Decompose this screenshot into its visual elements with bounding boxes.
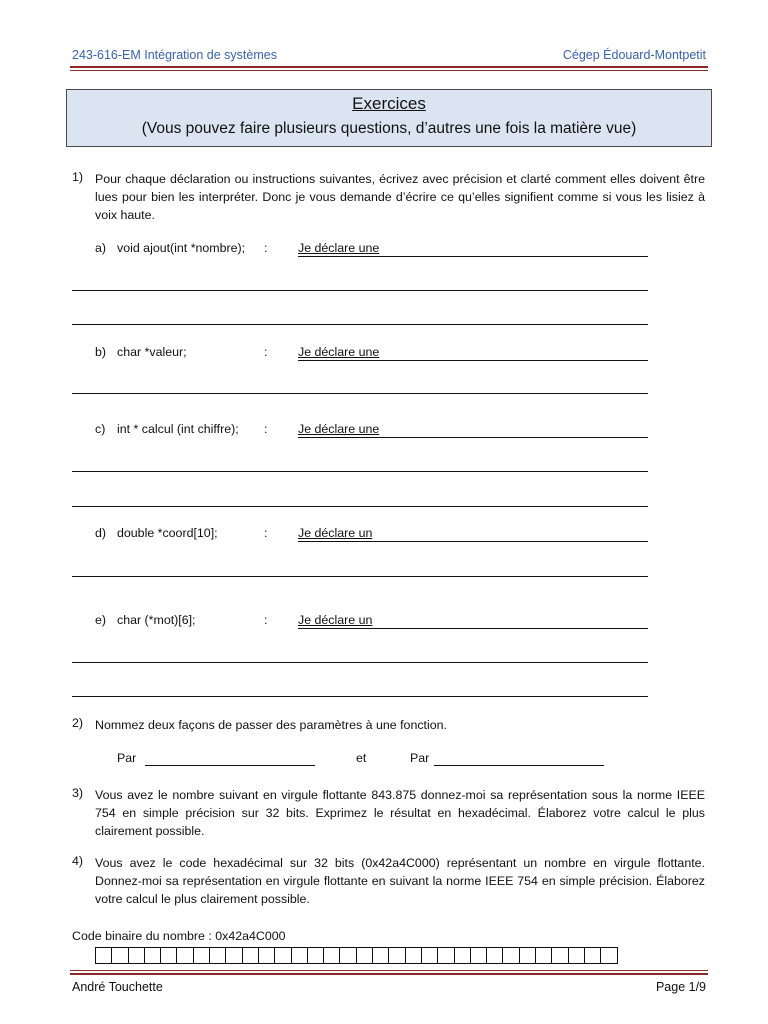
q4-text: Vous avez le code hexadécimal sur 32 bits (0x42a4C000) représentant un nombre en virgule flottante. Donnez-moi sa représentation en virgule flottante en suivant la norme IEEE 754 en simple précision. Élaborez votre calcul le plus clairement possible. <box>95 856 705 906</box>
q1e-letter: e) <box>95 613 107 627</box>
title-sub: (Vous pouvez faire plusieurs questions, d’autres une fois la matière vue) <box>141 120 637 137</box>
binary-bit-cell[interactable] <box>161 947 177 964</box>
q1e-colon: : <box>264 613 268 627</box>
q2-et-label: et <box>356 751 367 765</box>
q1b-answer-line-1[interactable] <box>72 393 648 394</box>
binary-bit-cell[interactable] <box>145 947 161 964</box>
header-rule-thick <box>70 66 708 68</box>
binary-bit-cell[interactable] <box>406 947 422 964</box>
q1c-letter: c) <box>95 422 106 436</box>
q2-text: Nommez deux façons de passer des paramètres à une fonction. <box>95 718 447 732</box>
q2-answer-line-1[interactable] <box>145 765 315 766</box>
q1a-letter: a) <box>95 241 107 255</box>
binary-bit-cell[interactable] <box>471 947 487 964</box>
binary-bit-cell[interactable] <box>259 947 275 964</box>
binary-bit-cell[interactable] <box>373 947 389 964</box>
q1c-answer-line-2[interactable] <box>72 506 648 507</box>
q1c-answer-line-1[interactable] <box>72 471 648 472</box>
q3-number: 3) <box>72 786 84 800</box>
binary-bit-cell[interactable] <box>585 947 601 964</box>
q1a-answer-line-2[interactable] <box>72 324 648 325</box>
q1d-colon: : <box>264 526 268 540</box>
title-box <box>66 89 712 147</box>
binary-label: Code binaire du nombre : 0x42a4C000 <box>72 929 286 943</box>
q1d-answer-field[interactable]: Je déclare un <box>298 526 648 542</box>
binary-bit-cell[interactable] <box>210 947 226 964</box>
footer-page-number: Page 1/9 <box>655 980 706 994</box>
binary-bit-cell[interactable] <box>487 947 503 964</box>
q1e-answer-field[interactable]: Je déclare un <box>298 613 648 629</box>
binary-bit-cell[interactable] <box>455 947 471 964</box>
q1a-answer-field[interactable]: Je déclare une <box>298 241 648 257</box>
q4-number: 4) <box>72 854 84 868</box>
binary-bit-cell[interactable] <box>96 947 112 964</box>
q1b-letter: b) <box>95 345 107 359</box>
header-rule-thin <box>70 70 708 71</box>
q1a-answer-line-1[interactable] <box>72 290 648 291</box>
q2-number: 2) <box>72 716 84 730</box>
binary-bit-cell[interactable] <box>129 947 145 964</box>
binary-bit-cell[interactable] <box>357 947 373 964</box>
binary-bit-cell[interactable] <box>536 947 552 964</box>
q1c-code: int * calcul (int chiffre); <box>117 422 239 436</box>
q1d-letter: d) <box>95 526 107 540</box>
q1d-answer-line-1[interactable] <box>72 576 648 577</box>
q1b-answer-field[interactable]: Je déclare une <box>298 345 648 361</box>
q1d-code: double *coord[10]; <box>117 526 218 540</box>
binary-bit-cell[interactable] <box>194 947 210 964</box>
q1b-colon: : <box>264 345 268 359</box>
binary-bit-cell[interactable] <box>438 947 454 964</box>
binary-bit-cell[interactable] <box>389 947 405 964</box>
q1a-colon: : <box>264 241 268 255</box>
q1-number: 1) <box>72 170 84 184</box>
q1e-code: char (*mot)[6]; <box>117 613 196 627</box>
binary-bit-cell[interactable] <box>503 947 519 964</box>
q1-text: Pour chaque déclaration ou instructions suivantes, écrivez avec précision et clarté comment elles doivent être lues pour bien les interpréter. Donc je vous demande d’écrire ce qu’elles signifient comme si vous les lisiez à voix haute. <box>95 172 705 222</box>
q1a-code: void ajout(int *nombre); <box>117 241 246 255</box>
q2-par-label-1: Par <box>117 751 137 765</box>
binary-bit-cell[interactable] <box>308 947 324 964</box>
q1c-answer-field[interactable]: Je déclare une <box>298 422 648 438</box>
binary-bit-cell[interactable] <box>275 947 291 964</box>
binary-bit-cell[interactable] <box>569 947 585 964</box>
footer-rule-thin <box>70 970 708 971</box>
binary-bit-cell[interactable] <box>552 947 568 964</box>
binary-bit-cell[interactable] <box>226 947 242 964</box>
q1c-colon: : <box>264 422 268 436</box>
title-main: Exercices <box>352 94 426 113</box>
footer-author: André Touchette <box>72 980 163 994</box>
binary-bit-cell[interactable] <box>340 947 356 964</box>
footer-rule-thick <box>70 973 708 975</box>
binary-bit-cell[interactable] <box>177 947 193 964</box>
binary-bit-cell[interactable] <box>601 947 617 964</box>
q2-par-label-2: Par <box>410 751 430 765</box>
header-course: 243-616-EM Intégration de systèmes <box>72 48 277 62</box>
binary-bit-cell[interactable] <box>422 947 438 964</box>
binary-bit-cell[interactable] <box>292 947 308 964</box>
binary-bit-cell[interactable] <box>324 947 340 964</box>
binary-bit-cell[interactable] <box>112 947 128 964</box>
header-school: Cégep Édouard-Montpetit <box>562 48 706 62</box>
q1b-code: char *valeur; <box>117 345 187 359</box>
binary-bit-cell[interactable] <box>243 947 259 964</box>
q1e-answer-line-1[interactable] <box>72 662 648 663</box>
q1e-answer-line-2[interactable] <box>72 696 648 697</box>
q3-text: Vous avez le nombre suivant en virgule flottante 843.875 donnez-moi sa représentation sous la norme IEEE 754 en simple précision sur 32 bits. Exprimez le résultat en hexadécimal. Élaborez votre calcul le plus clairement possible. <box>95 788 705 838</box>
binary-bit-grid[interactable] <box>95 947 618 964</box>
q2-answer-line-2[interactable] <box>434 765 604 766</box>
binary-bit-cell[interactable] <box>520 947 536 964</box>
